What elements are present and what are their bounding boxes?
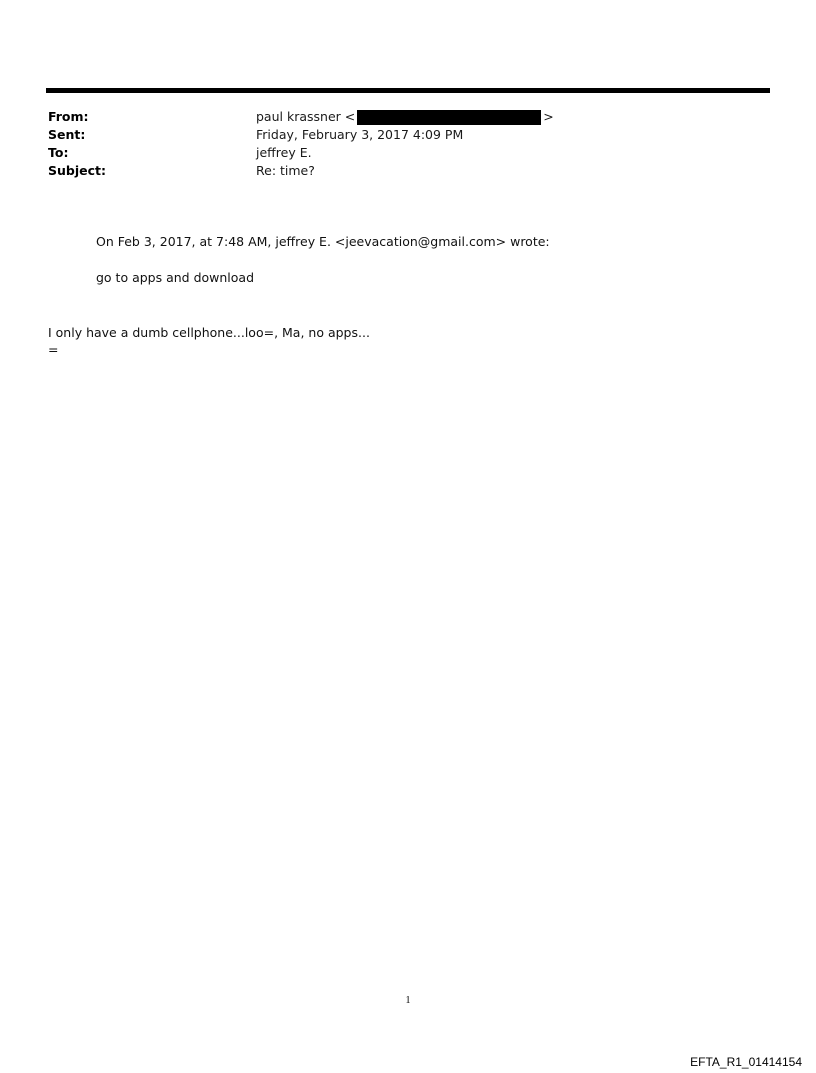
quoted-message	[96, 233, 550, 287]
to-row	[48, 144, 748, 162]
to-label: To:	[48, 145, 69, 160]
reply-line: =	[48, 342, 59, 357]
page-number: 1	[405, 995, 411, 1006]
document-id: EFTA_R1_01414154	[690, 1055, 802, 1069]
redacted-email	[357, 110, 541, 125]
subject-row	[48, 162, 748, 180]
sent-row	[48, 126, 748, 144]
from-row	[48, 108, 748, 126]
sent-label: Sent:	[48, 127, 86, 142]
from-name: paul krassner <	[256, 109, 356, 124]
quote-attribution: On Feb 3, 2017, at 7:48 AM, jeffrey E. <jeevacation@gmail.com> wrote:	[96, 234, 550, 249]
subject-value: Re: time?	[256, 163, 315, 178]
sent-value: Friday, February 3, 2017 4:09 PM	[256, 127, 464, 142]
subject-label: Subject:	[48, 163, 106, 178]
from-label: From:	[48, 109, 89, 124]
reply-line: I only have a dumb cellphone...loo=, Ma, no apps...	[48, 325, 370, 340]
reply-body	[48, 324, 370, 358]
header-divider	[46, 88, 770, 93]
to-value: jeffrey E.	[256, 145, 312, 160]
email-header	[48, 108, 748, 180]
quote-text: go to apps and download	[96, 270, 255, 285]
from-value	[256, 108, 554, 126]
from-close-bracket: >	[543, 109, 554, 124]
